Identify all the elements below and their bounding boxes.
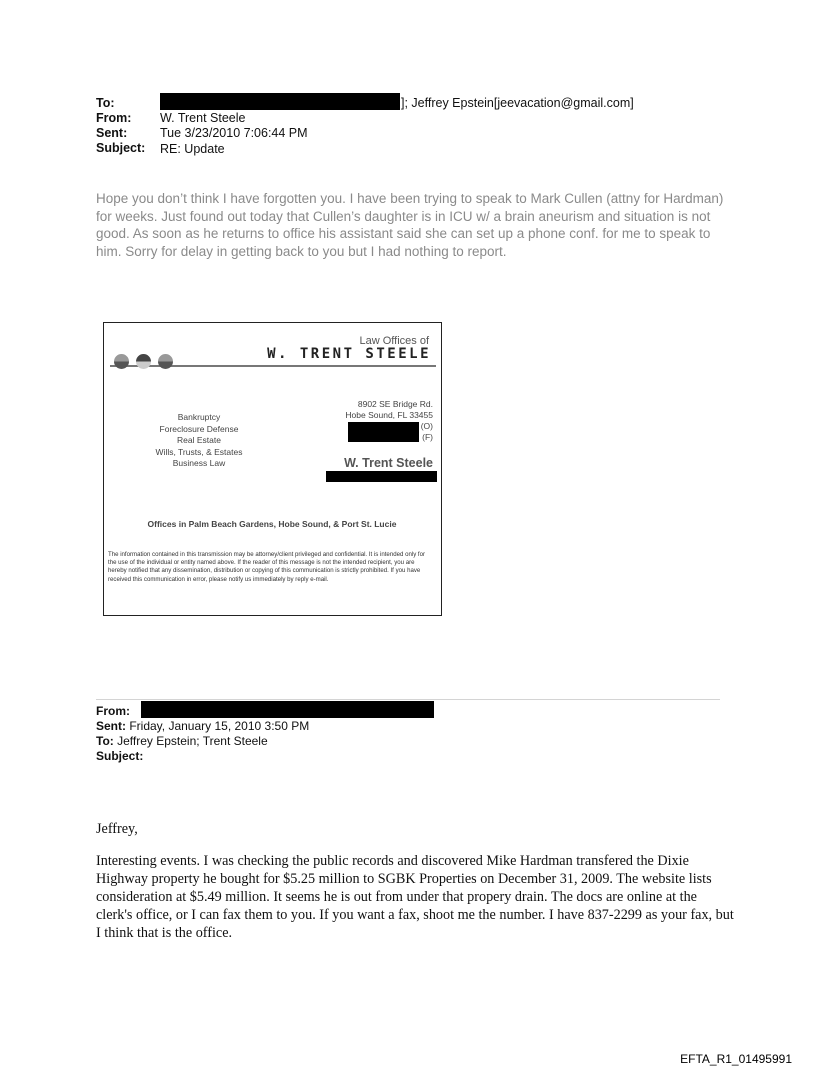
address-line2: Hobe Sound, FL 33455 [345, 410, 433, 420]
logo-dot-left-icon [114, 354, 129, 369]
firm-subtitle: Law Offices of [359, 335, 429, 347]
from-label: From: [96, 111, 132, 125]
sent-value: Friday, January 15, 2010 3:50 PM [129, 719, 310, 733]
service-item: Real Estate [177, 435, 221, 445]
to-label: To: [96, 96, 115, 110]
address-line1: 8902 SE Bridge Rd. [357, 399, 433, 409]
document-id: EFTA_R1_01495991 [680, 1052, 792, 1066]
office-locations: Offices in Palm Beach Gardens, Hobe Sound, & Port St. Lucie [147, 519, 397, 529]
email-divider [96, 699, 720, 700]
redaction-email [326, 471, 437, 482]
service-item: Wills, Trusts, & Estates [155, 446, 243, 457]
card-person-name: W. Trent Steele [344, 456, 433, 470]
subject-label: Subject: [96, 141, 146, 155]
to-value: Jeffrey Epstein; Trent Steele [117, 734, 268, 748]
signature-card [103, 322, 442, 616]
from-label: From: [96, 704, 130, 718]
fax-suffix: (F) [422, 432, 433, 442]
services-list [128, 412, 270, 470]
confidentiality-disclaimer: The information contained in this transmission may be attorney/client privileged and confidential. It is intended only for the use of the individual or entity named above. If the reader of this message is not the intended recipient, you are hereby notified that any dissemination, distribution or copying of this communication is strictly prohibited. If you have received this communication in error, please notify us immediately by reply e-mail. [108, 551, 426, 583]
sent-label: Sent: [96, 126, 128, 140]
logo-dot-right-icon [158, 354, 173, 369]
logo-dot-middle-icon [136, 354, 151, 369]
from-value: W. Trent Steele [160, 111, 246, 125]
service-item: Foreclosure Defense [159, 423, 239, 434]
redaction-from [141, 701, 434, 718]
email1-body: Hope you don’t think I have forgotten you. I have been trying to speak to Mark Cullen (attny for Hardman) for weeks. Just found out today that Cullen’s daughter is in ICU w/ a brain aneurism and situation is not good. As soon as he returns to office his assistant said she can set up a phone conf. for me to speak to him. Sorry for delay in getting back to you but I had nothing to report. [96, 191, 724, 259]
subject-label: Subject: [96, 749, 144, 763]
email2-body: Interesting events. I was checking the public records and discovered Mike Hardman transfered the Dixie Highway property he bought for $5.25 million to SGBK Properties on December 31, 2009. The website lists consideration at $5.49 million. It seems he is out from under that propery drain. The docs are online at the clerk's office, or I can fax them to you. If you want a fax, shoot me the number. I have 837-2299 as your fax, but I think that is the office. [96, 853, 734, 941]
firm-name: W. TRENT STEELE [267, 346, 431, 362]
service-item: Business Law [172, 458, 226, 468]
sent-label: Sent: [96, 719, 126, 733]
to-value: ]; Jeffrey Epstein[jeevacation@gmail.com] [401, 96, 634, 110]
email2-greeting: Jeffrey, [96, 821, 138, 837]
redaction-to [160, 93, 400, 110]
phone-suffix: (O) [420, 421, 433, 431]
redaction-phone [348, 422, 419, 442]
service-item: Bankruptcy [177, 412, 221, 422]
sent-value: Tue 3/23/2010 7:06:44 PM [160, 126, 308, 140]
subject-value: RE: Update [160, 142, 225, 156]
to-label: To: [96, 734, 114, 748]
